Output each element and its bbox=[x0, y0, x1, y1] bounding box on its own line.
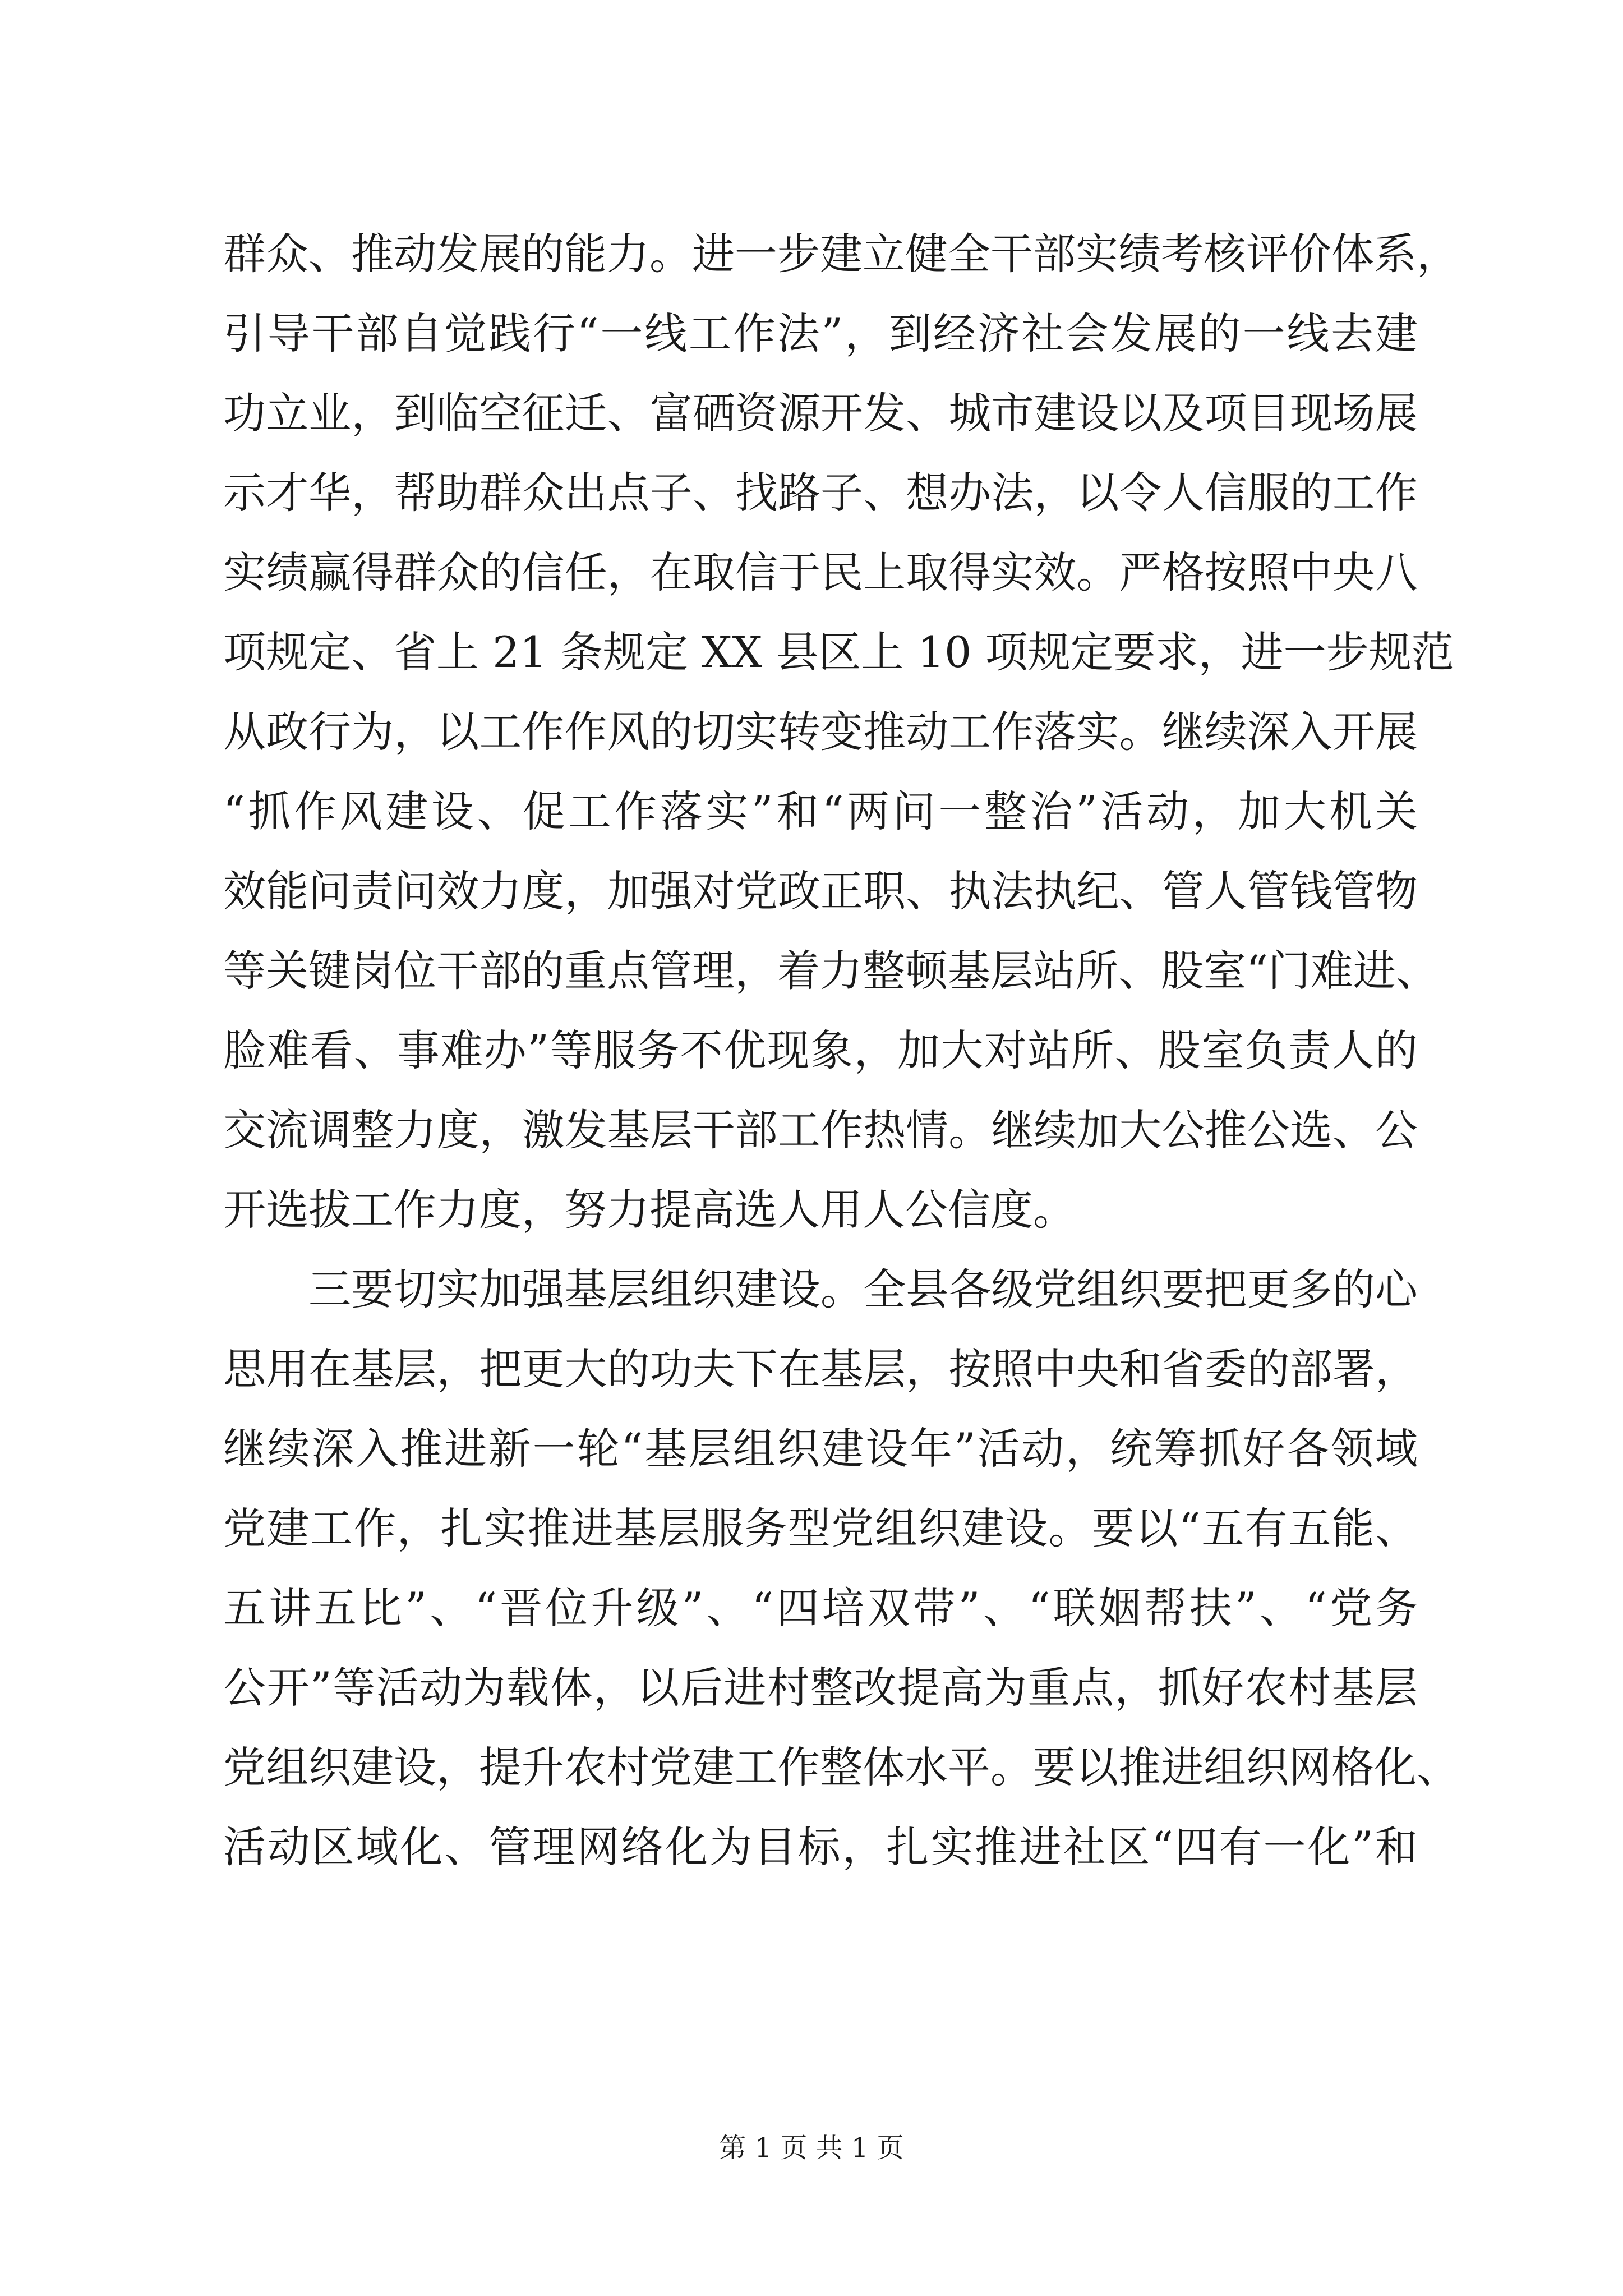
text-line: 开选拔工作力度，努力提高选人用人公信度。 bbox=[223, 1185, 1076, 1235]
text-line: 党组织建设，提升农村党建工作整体水平。要以推进组织网格化、 bbox=[223, 1742, 1459, 1792]
text-line: 项规定、省上 21 条规定 XX 县区上 10 项规定要求，进一步规范 bbox=[223, 627, 1454, 677]
text-line: 群众、推动发展的能力。进一步建立健全干部实绩考核评价体系， bbox=[223, 229, 1459, 279]
text-line: 继续深入推进新一轮“基层组织建设年”活动，统筹抓好各领域 bbox=[223, 1424, 1418, 1474]
text-line: 交流调整力度，激发基层干部工作热情。继续加大公推公选、公 bbox=[223, 1105, 1418, 1155]
text-line: 从政行为，以工作作风的切实转变推动工作落实。继续深入开展 bbox=[223, 707, 1418, 757]
text-line: 公开”等活动为载体，以后进村整改提高为重点，抓好农村基层 bbox=[223, 1663, 1418, 1713]
page-footer bbox=[0, 2126, 1623, 2165]
paragraph-1 bbox=[223, 214, 1459, 1250]
text-line: 效能问责问效力度，加强对党政正职、执法执纪、管人管钱管物 bbox=[223, 866, 1418, 916]
text-line: 活动区域化、管理网络化为目标，扎实推进社区“四有一化”和 bbox=[223, 1822, 1418, 1872]
text-line: 示才华，帮助群众出点子、找路子、想办法，以令人信服的工作 bbox=[223, 468, 1418, 518]
paragraph-2 bbox=[223, 1250, 1459, 1887]
page-number-label: 第 1 页 共 1 页 bbox=[719, 2132, 904, 2164]
text-line: 引导干部自觉践行“一线工作法”，到经济社会发展的一线去建 bbox=[223, 309, 1418, 358]
text-line: 三要切实加强基层组织建设。全县各级党组织要把更多的心 bbox=[308, 1264, 1418, 1314]
document-body bbox=[223, 214, 1459, 1887]
text-line: 脸难看、事难办”等服务不优现象，加大对站所、股室负责人的 bbox=[223, 1025, 1418, 1075]
text-line: 党建工作，扎实推进基层服务型党组织建设。要以“五有五能、 bbox=[223, 1503, 1418, 1553]
text-line: 五讲五比”、“晋位升级”、“四培双带”、“联姻帮扶”、“党务 bbox=[223, 1583, 1418, 1633]
text-line: 实绩赢得群众的信任，在取信于民上取得实效。严格按照中央八 bbox=[223, 547, 1418, 597]
text-line: 思用在基层，把更大的功夫下在基层，按照中央和省委的部署， bbox=[223, 1344, 1418, 1394]
text-line: 等关键岗位干部的重点管理，着力整顿基层站所、股室“门难进、 bbox=[223, 946, 1438, 996]
text-line: 功立业，到临空征迁、富硒资源开发、城市建设以及项目现场展 bbox=[223, 388, 1418, 438]
text-line: “抓作风建设、促工作落实”和“两问一整治”活动，加大机关 bbox=[223, 786, 1418, 836]
